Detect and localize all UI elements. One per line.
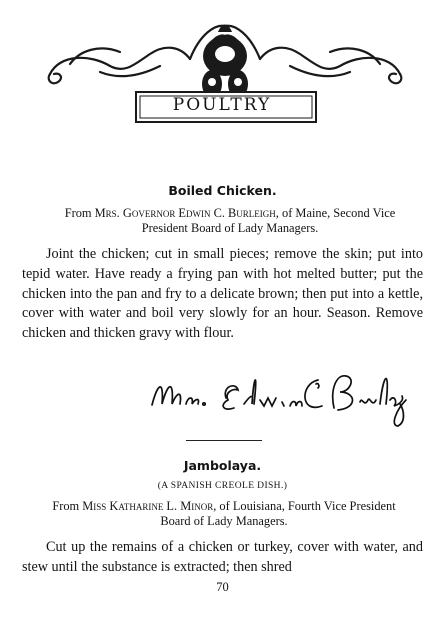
recipe-subtitle: (A SPANISH CREOLE DISH.)	[157, 481, 288, 491]
byline-author: Mrs. Governor Edwin C. Burleigh,	[94, 206, 279, 220]
recipe-title: Boiled Chicken.	[168, 183, 277, 198]
recipe-byline	[44, 499, 404, 529]
byline-rest: of Maine, Second Vice President Board of Lady Managers.	[141, 206, 396, 235]
recipe-body	[22, 538, 423, 578]
recipe-body	[22, 245, 423, 344]
section-divider	[186, 440, 262, 441]
recipe-title: Jambolaya.	[183, 458, 262, 473]
recipe-body-text: Cut up the remains of a chicken or turkey, cover with water, and stew until the substance is extracted; then shred	[22, 539, 423, 575]
recipe-byline	[60, 206, 400, 236]
byline-author: Miss Katharine L. Minor,	[82, 499, 217, 513]
handwritten-signature	[150, 360, 410, 440]
byline-from: From	[64, 206, 95, 220]
recipe-body-text: Joint the chicken; cut in small pieces; remove the skin; put into tepid water. Have ready a frying pan with hot melted butter; put the chicken into the pan and fry to a delicate brown; then put into a kettle, cover with water and boil very slowly for an hour. Season. Remove chicken and thicken gravy with flour.	[22, 246, 423, 342]
byline-from: From	[52, 499, 83, 513]
byline-rest: of Louisiana, Fourth Vice President Board of Lady Managers.	[160, 499, 396, 528]
signature-icon	[150, 360, 410, 440]
page-number: 70	[216, 580, 229, 594]
poultry-banner-title: POULTRY	[172, 95, 272, 115]
